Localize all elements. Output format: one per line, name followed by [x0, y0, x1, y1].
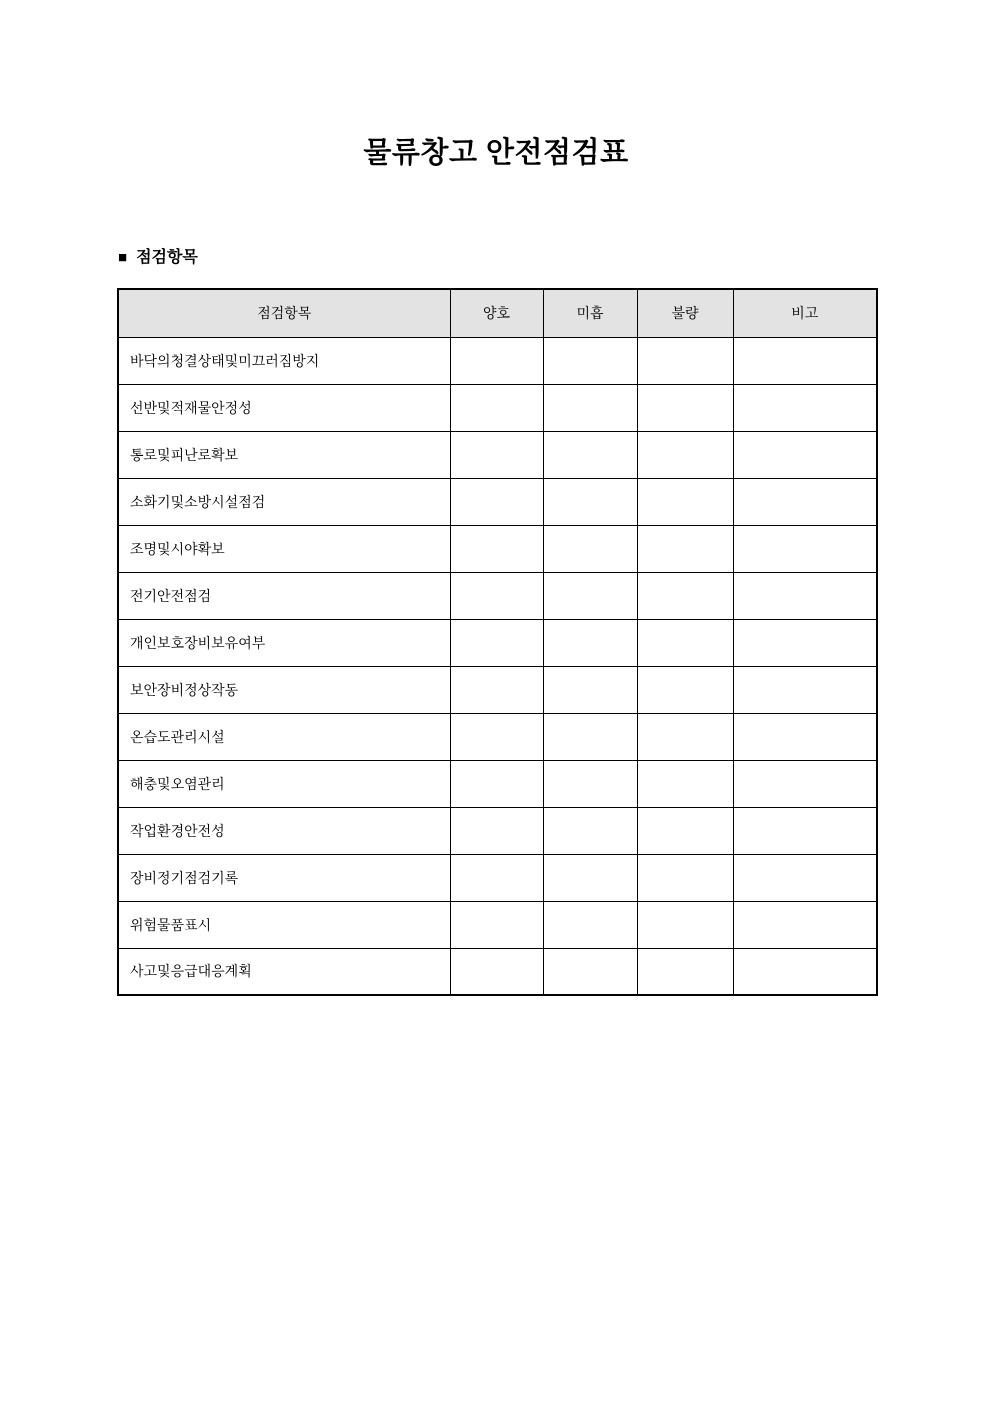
column-header-item: 점검항목 [118, 289, 450, 337]
remarks-cell[interactable] [733, 431, 877, 478]
fair-checkbox-cell[interactable] [543, 384, 637, 431]
bad-checkbox-cell[interactable] [637, 572, 733, 619]
table-row [118, 431, 877, 478]
fair-checkbox-cell[interactable] [543, 713, 637, 760]
inspection-item-label: 장비정기점검기록 [118, 854, 450, 901]
checklist-table [117, 288, 878, 996]
fair-checkbox-cell[interactable] [543, 431, 637, 478]
table-row [118, 807, 877, 854]
inspection-item-label: 해충및오염관리 [118, 760, 450, 807]
good-checkbox-cell[interactable] [450, 713, 543, 760]
table-row [118, 948, 877, 995]
inspection-item-label: 통로및피난로확보 [118, 431, 450, 478]
section-heading [118, 248, 198, 267]
inspection-item-label: 선반및적재물안정성 [118, 384, 450, 431]
bad-checkbox-cell[interactable] [637, 337, 733, 384]
good-checkbox-cell[interactable] [450, 572, 543, 619]
table-row [118, 619, 877, 666]
inspection-item-label: 온습도관리시설 [118, 713, 450, 760]
remarks-cell[interactable] [733, 337, 877, 384]
table-row [118, 337, 877, 384]
bad-checkbox-cell[interactable] [637, 713, 733, 760]
section-heading-label: 점검항목 [136, 249, 198, 266]
table-row [118, 713, 877, 760]
remarks-cell[interactable] [733, 901, 877, 948]
remarks-cell[interactable] [733, 384, 877, 431]
fair-checkbox-cell[interactable] [543, 478, 637, 525]
table-row [118, 854, 877, 901]
fair-checkbox-cell[interactable] [543, 901, 637, 948]
inspection-item-label: 사고및응급대응계획 [118, 948, 450, 995]
good-checkbox-cell[interactable] [450, 525, 543, 572]
column-header-fair: 미흡 [543, 289, 637, 337]
fair-checkbox-cell[interactable] [543, 948, 637, 995]
good-checkbox-cell[interactable] [450, 948, 543, 995]
square-bullet-icon: ■ [118, 249, 128, 266]
bad-checkbox-cell[interactable] [637, 901, 733, 948]
remarks-cell[interactable] [733, 619, 877, 666]
remarks-cell[interactable] [733, 760, 877, 807]
fair-checkbox-cell[interactable] [543, 572, 637, 619]
column-header-good: 양호 [450, 289, 543, 337]
fair-checkbox-cell[interactable] [543, 666, 637, 713]
fair-checkbox-cell[interactable] [543, 337, 637, 384]
fair-checkbox-cell[interactable] [543, 854, 637, 901]
good-checkbox-cell[interactable] [450, 901, 543, 948]
inspection-item-label: 보안장비정상작동 [118, 666, 450, 713]
fair-checkbox-cell[interactable] [543, 807, 637, 854]
bad-checkbox-cell[interactable] [637, 948, 733, 995]
inspection-item-label: 작업환경안전성 [118, 807, 450, 854]
table-header-row [118, 289, 877, 337]
remarks-cell[interactable] [733, 572, 877, 619]
good-checkbox-cell[interactable] [450, 619, 543, 666]
table-row [118, 666, 877, 713]
table-header [118, 289, 877, 337]
bad-checkbox-cell[interactable] [637, 854, 733, 901]
good-checkbox-cell[interactable] [450, 337, 543, 384]
bad-checkbox-cell[interactable] [637, 478, 733, 525]
remarks-cell[interactable] [733, 854, 877, 901]
inspection-item-label: 바닥의청결상태및미끄러짐방지 [118, 337, 450, 384]
good-checkbox-cell[interactable] [450, 666, 543, 713]
column-header-note: 비고 [733, 289, 877, 337]
inspection-item-label: 위험물품표시 [118, 901, 450, 948]
remarks-cell[interactable] [733, 666, 877, 713]
table-row [118, 760, 877, 807]
bad-checkbox-cell[interactable] [637, 760, 733, 807]
table-row [118, 572, 877, 619]
remarks-cell[interactable] [733, 948, 877, 995]
good-checkbox-cell[interactable] [450, 854, 543, 901]
fair-checkbox-cell[interactable] [543, 619, 637, 666]
table-row [118, 901, 877, 948]
fair-checkbox-cell[interactable] [543, 760, 637, 807]
fair-checkbox-cell[interactable] [543, 525, 637, 572]
good-checkbox-cell[interactable] [450, 760, 543, 807]
remarks-cell[interactable] [733, 525, 877, 572]
column-header-bad: 불량 [637, 289, 733, 337]
table-row [118, 525, 877, 572]
inspection-item-label: 개인보호장비보유여부 [118, 619, 450, 666]
bad-checkbox-cell[interactable] [637, 619, 733, 666]
good-checkbox-cell[interactable] [450, 431, 543, 478]
table-row [118, 478, 877, 525]
bad-checkbox-cell[interactable] [637, 384, 733, 431]
page-title: 물류창고 안전점검표 [363, 137, 629, 169]
bad-checkbox-cell[interactable] [637, 666, 733, 713]
good-checkbox-cell[interactable] [450, 384, 543, 431]
good-checkbox-cell[interactable] [450, 478, 543, 525]
bad-checkbox-cell[interactable] [637, 807, 733, 854]
bad-checkbox-cell[interactable] [637, 525, 733, 572]
inspection-item-label: 조명및시야확보 [118, 525, 450, 572]
remarks-cell[interactable] [733, 478, 877, 525]
inspection-item-label: 전기안전점검 [118, 572, 450, 619]
checklist-table-container [117, 288, 876, 996]
bad-checkbox-cell[interactable] [637, 431, 733, 478]
inspection-item-label: 소화기및소방시설점검 [118, 478, 450, 525]
remarks-cell[interactable] [733, 713, 877, 760]
table-body [118, 337, 877, 995]
good-checkbox-cell[interactable] [450, 807, 543, 854]
table-row [118, 384, 877, 431]
remarks-cell[interactable] [733, 807, 877, 854]
